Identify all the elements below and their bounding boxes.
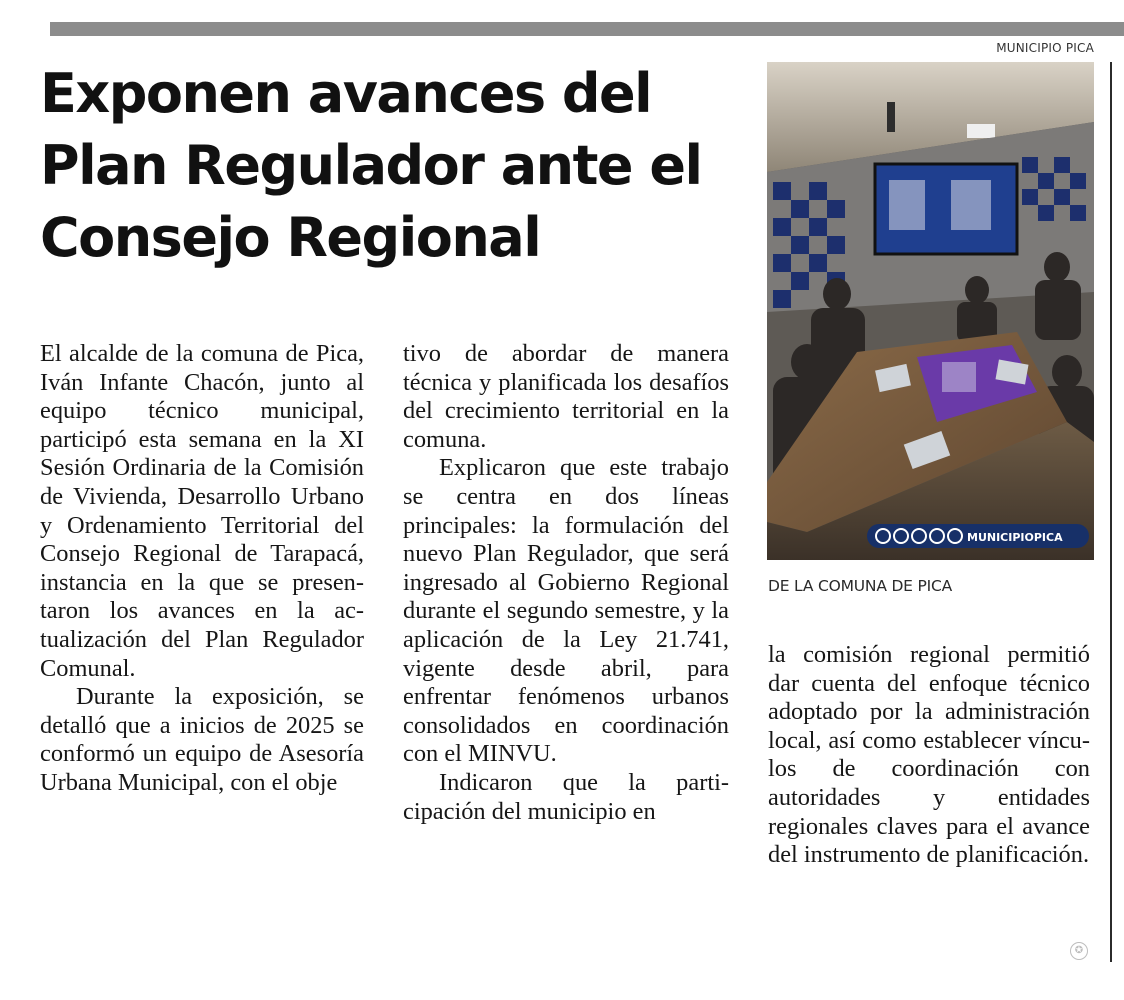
column-divider	[1110, 62, 1112, 962]
body-paragraph: Durante la exposición, se detalló que a inicios de 2025 se conformó un equipo de Asesoría Urbana Municipal, con el obje	[40, 683, 364, 796]
section-rule	[50, 22, 1124, 36]
body-paragraph: Explicaron que este trabajo se centra en dos líneas principales: la formulación del nuevo Plan Regulador, que será ingresado al Gobierno Regional durante el segundo semestre, y la aplicación de la Ley 21.741, vigente desde abril, para enfrentar fenómenos urbanos consolidados en coordinación con el MINVU.	[403, 454, 729, 768]
photo-watermark: MUNICIPIOPICA	[967, 531, 1063, 544]
meeting-photo	[767, 62, 1094, 560]
headline: Exponen avances del Plan Regulador ante el Consejo Regional	[40, 62, 702, 269]
text-column-1	[40, 340, 364, 798]
body-paragraph: la comisión regional permitió dar cuenta del enfoque técnico adoptado por la administración local, así como establecer vínculos de coordinación con autoridades y entidades regionales claves para el avance del instrumento de planificación.	[768, 641, 1090, 869]
photo-caption: DE LA COMUNA DE PICA	[768, 577, 953, 595]
body-paragraph: El alcalde de la comuna de Pica, Iván Infante Chacón, junto al equipo técnico municipal, participó esta semana en la XI Sesión Ordinaria de la Comisión de Vivienda, Desarrollo Urbano y Ordenamiento Territorial del Consejo Regional de Tarapacá, instancia en la que se presentaron los avances en la actualización del Plan Regulador Comunal.	[40, 340, 364, 682]
photo-credit: MUNICIPIO PICA	[996, 41, 1094, 55]
body-paragraph: Indicaron que la participación del municipio en	[403, 768, 729, 825]
star-icon: ✪	[1070, 942, 1088, 960]
text-column-3	[768, 641, 1090, 870]
previous-article-strip	[0, 0, 1124, 2]
body-paragraph: tivo de abordar de manera técnica y planificada los desafíos del crecimiento territorial en la comuna.	[403, 340, 729, 453]
text-column-2	[403, 340, 729, 826]
